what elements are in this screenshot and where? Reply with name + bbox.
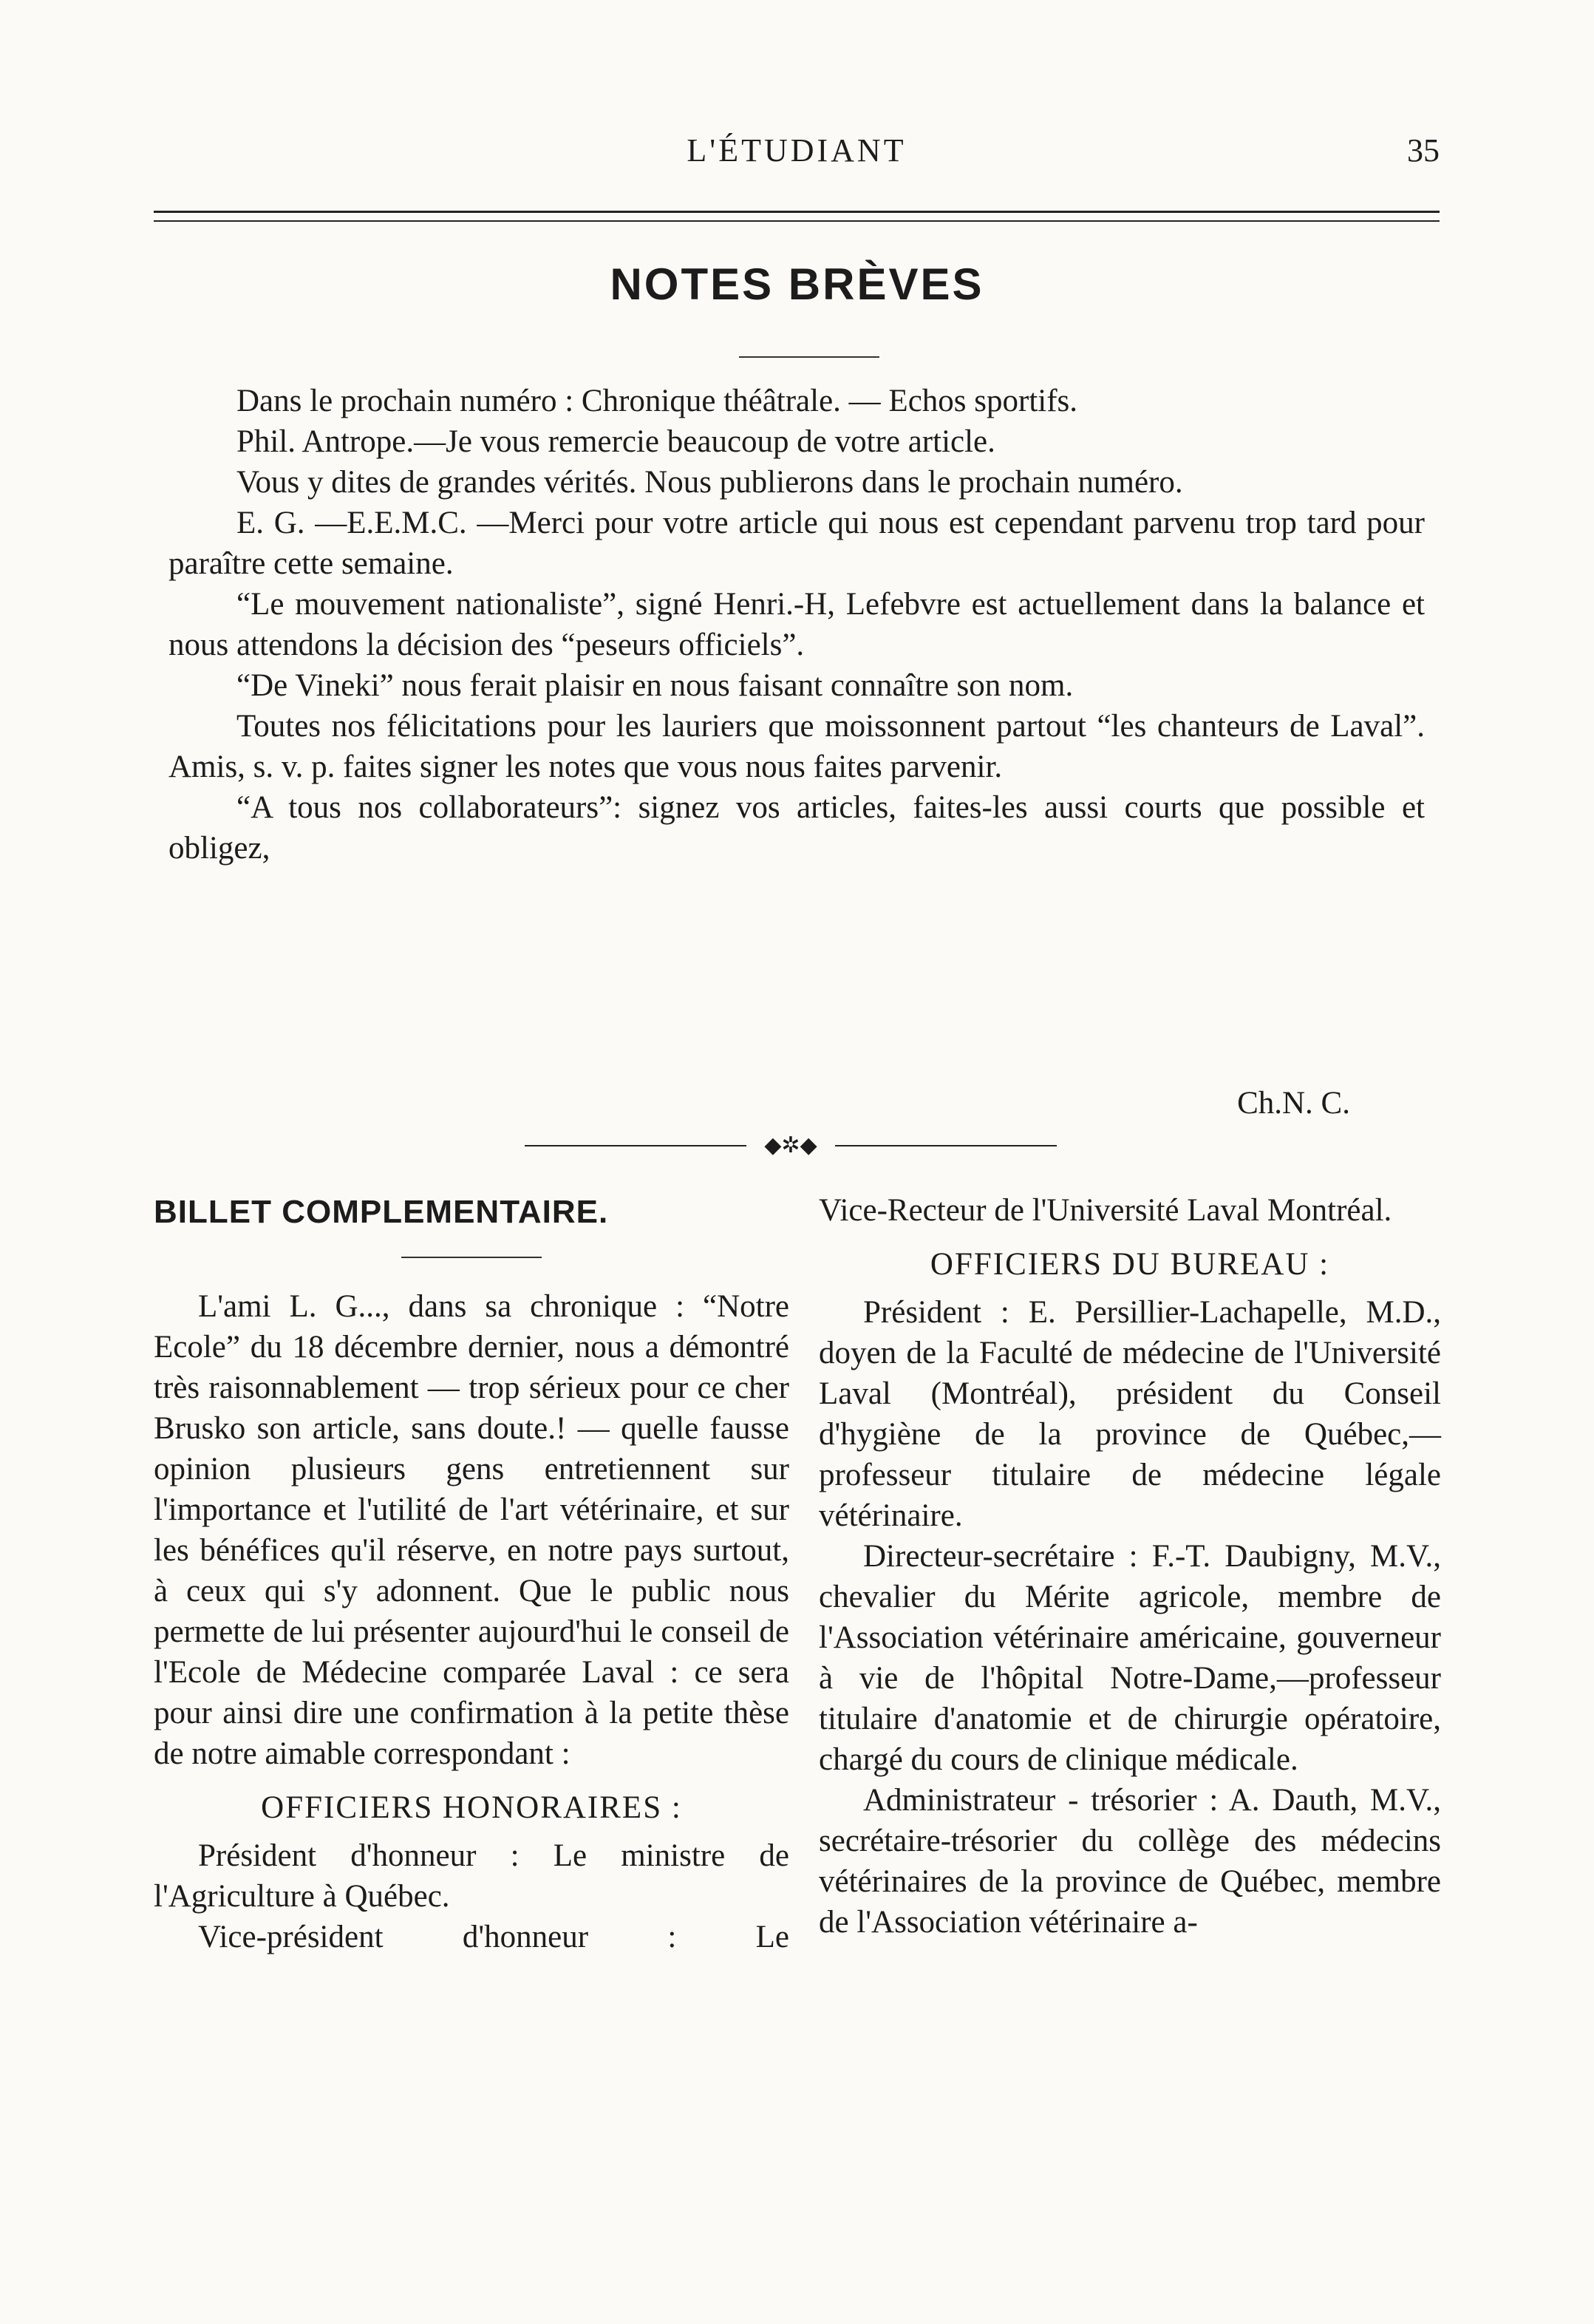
note-paragraph: Toutes nos félicitations pour les lauriers que moissonnent partout “les chanteurs de Laval”. Amis, s. v. p. faites signer les notes que vous nous faites parvenir. <box>168 709 1425 784</box>
billet-left-column <box>154 1190 789 1957</box>
page-number: 35 <box>1407 132 1440 169</box>
note-paragraph: Dans le prochain numéro : Chronique théâtrale. — Echos sportifs. <box>236 384 1078 418</box>
billet-right-column <box>819 1190 1441 1943</box>
president-entry: Président : E. Persillier-Lachapelle, M.D., doyen de la Faculté de médecine de l'Université Laval (Montréal), président du Conseil d'hygiène de la province de Québec,—professeur titulaire de médecine légale vétérinaire. <box>819 1295 1441 1533</box>
honoraires-heading: OFFICIERS HONORAIRES : <box>261 1790 682 1825</box>
note-paragraph: “A tous nos collaborateurs”: signez vos articles, faites-les aussi courts que possible et obligez, <box>168 790 1425 866</box>
running-head <box>154 132 1440 183</box>
ornament-icon: ◆✲◆ <box>764 1133 817 1158</box>
note-paragraph: Phil. Antrope.—Je vous remercie beaucoup de votre article. <box>236 424 995 459</box>
header-double-rule <box>154 211 1440 222</box>
ornament-line-left <box>525 1145 746 1146</box>
running-title: L'ÉTUDIANT <box>687 132 907 169</box>
ornament-divider <box>525 1131 1057 1161</box>
billet-intro: L'ami L. G..., dans sa chronique : “Notre Ecole” du 18 décembre dernier, nous a démontré très raisonnablement — trop sérieux pour ce cher Brusko son article, sans doute.! — quelle fausse opinion plusieurs gens entretiennent sur l'importance et l'utilité de l'art vétérinaire, et sur les bénéfices qu'il réserve, en notre pays surtout, à ceux qui s'y adonnent. Que le public nous permette de lui présenter aujourd'hui le conseil de l'Ecole de Médecine comparée Laval : ce sera pour ainsi dire une confirmation à la petite thèse de notre aimable correspondant : <box>154 1289 789 1771</box>
ornament-line-right <box>835 1145 1057 1146</box>
note-paragraph: Vous y dites de grandes vérités. Nous publierons dans le prochain numéro. <box>236 465 1183 500</box>
notes-title: NOTES BRÈVES <box>610 259 984 309</box>
directeur-secretaire-entry: Directeur-secrétaire : F.-T. Daubigny, M.V., chevalier du Mérite agricole, membre de l'Association vétérinaire américaine, gouverneur à vie de l'hôpital Notre-Dame,—professeur titulaire d'anatomie et de chirurgie opératoire, chargé du cours de clinique médicale. <box>819 1539 1441 1777</box>
notes-body <box>168 381 1425 869</box>
administrateur-tresorier-entry: Administrateur - trésorier : A. Dauth, M.V., secrétaire-trésorier du collège des médecins vétérinaires de la province de Québec, membre de l'Association vétérinaire a- <box>819 1783 1441 1940</box>
notes-signature: Ch.N. C. <box>1237 1086 1350 1121</box>
note-paragraph: E. G. —E.E.M.C. —Merci pour votre article qui nous est cependant parvenu trop tard pour paraître cette semaine. <box>168 506 1425 581</box>
billet-title-rule <box>401 1257 542 1258</box>
note-paragraph: “Le mouvement nationaliste”, signé Henri.-H, Lefebvre est actuellement dans la balance et nous attendons la décision des “peseurs officiels”. <box>168 587 1425 662</box>
bureau-heading: OFFICIERS DU BUREAU : <box>930 1247 1330 1282</box>
title-rule <box>739 356 879 358</box>
note-paragraph: “De Vineki” nous ferait plaisir en nous faisant connaître son nom. <box>236 668 1074 703</box>
vice-president-honneur: Vice-président d'honneur : Le <box>198 1920 789 1954</box>
vice-president-continuation: Vice-Recteur de l'Université Laval Montréal. <box>819 1193 1392 1228</box>
president-honneur: Président d'honneur : Le ministre de l'Agriculture à Québec. <box>154 1838 789 1914</box>
billet-title: BILLET COMPLEMENTAIRE. <box>154 1194 609 1230</box>
